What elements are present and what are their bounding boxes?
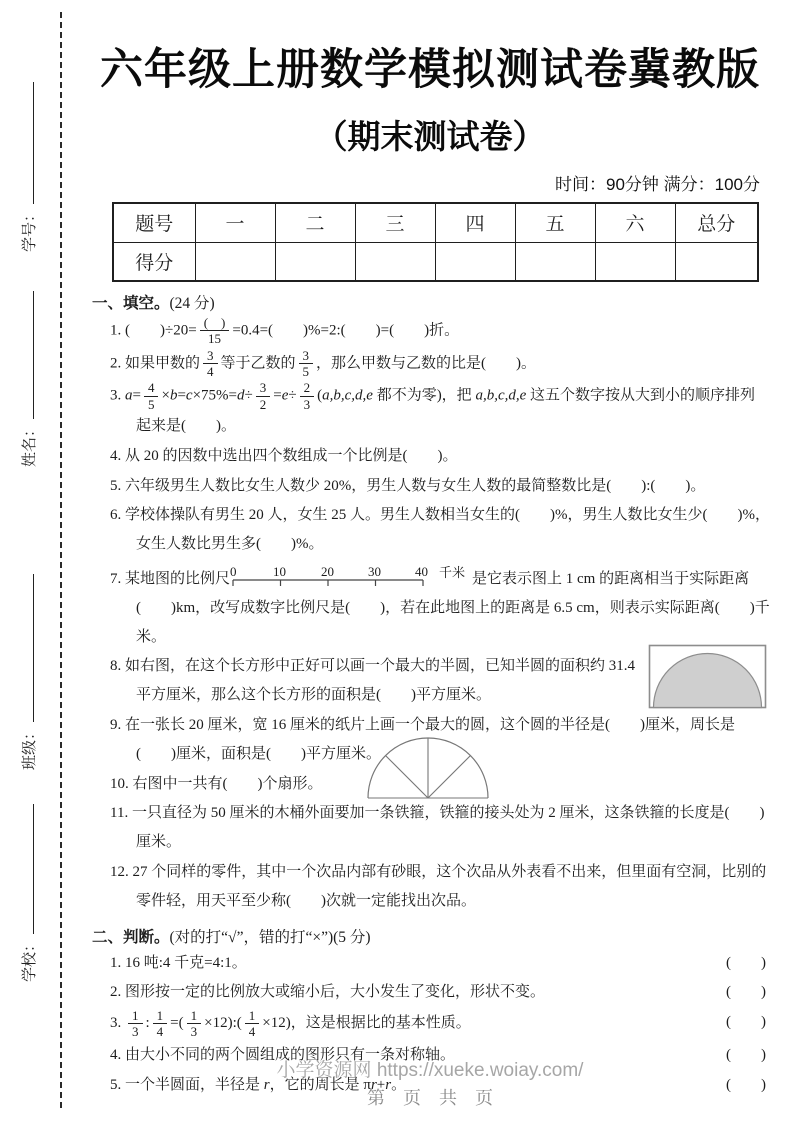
seal-field-name — [18, 291, 39, 467]
footer-page-label: 第 页 共 页 — [367, 1088, 493, 1108]
score-table — [112, 202, 759, 282]
seal-field-label: 学校： — [22, 936, 38, 982]
score-header-cell: 二 — [275, 203, 355, 242]
blank-line — [20, 574, 34, 722]
score-header-cell: 四 — [435, 203, 515, 242]
answer-blank: ( ) — [726, 984, 766, 1001]
page-footer — [90, 1055, 770, 1110]
score-header-cell: 三 — [355, 203, 435, 242]
seal-field-student-number — [18, 82, 39, 252]
score-row-label: 得分 — [113, 242, 195, 281]
score-header-cell: 六 — [595, 203, 675, 242]
fill-question-5: 5. 六年级男生人数比女生人数少 20%，男生人数与女生人数的最简整数比是( ):( )。 — [110, 477, 706, 494]
judge-question-1: ( ) 1. 16 吨:4 千克=4:1。 — [110, 949, 770, 978]
score-cell-empty — [675, 242, 758, 281]
judge-question-5: ( ) 5. 一个半圆面，半径是 r，它的周长是 πr+r。 — [110, 1071, 770, 1100]
blank-line — [20, 804, 34, 934]
blank-line — [20, 82, 34, 204]
fill-question-8: 8. 如右图，在这个长方形中正好可以画一个最大的半圆，已知半圆的面积约 31.4 平方厘米，那么这个长方形的面积是( )平方厘米。 — [110, 652, 770, 710]
judge-question-3: ( ) 3. $\frac{1}{3}$ : $\frac{1}{4}$ =( $\frac{1}{3}$ ×12):( $\frac{1}{4}$ ×12)，这是根据比的基本性质。 — [110, 1008, 766, 1040]
sector-fan-figure — [362, 736, 494, 800]
seal-field-label: 班级： — [22, 724, 38, 770]
fill-question-11: 11. 一只直径为 50 厘米的木桶外面要加一条铁箍，铁箍的接头处为 2 厘米，这条铁箍的长度是( )厘米。 — [110, 805, 765, 851]
answer-blank: ( ) — [726, 1046, 766, 1063]
fill-question-12: 12. 27 个同样的零件，其中一个次品内部有砂眼，这个次品从外表看不出来，但里面有空洞，比别的零件轻，用天平至少称( )次就一定能找出次品。 — [110, 863, 767, 909]
answer-blank: ( ) — [726, 954, 766, 971]
seal-field-label: 学号： — [22, 206, 38, 252]
fill-question-9: 9. 在一张长 20 厘米，宽 16 厘米的纸片上画一个最大的圆，这个圆的半径是( )厘米，周长是( )厘米，面积是( )平方厘米。 — [110, 716, 735, 762]
judge-question-2: ( ) 2. 图形按一定的比例放大或缩小后，大小发生了变化，形状不变。 — [110, 978, 770, 1007]
score-header-cell: 题号 — [113, 203, 195, 242]
score-cell-empty — [195, 242, 275, 281]
seal-field-school — [18, 804, 39, 982]
judge-question-4: ( ) 4. 由大小不同的两个圆组成的图形只有一条对称轴。 — [110, 1041, 770, 1070]
page-title: 六年级上册数学模拟测试卷冀教版 — [100, 46, 760, 94]
fill-question-2: 2. 如果甲数的 $\frac{3}{4}$ 等于乙数的 $\frac{3}{5}$ ，那么甲数与乙数的比是( )。 — [110, 347, 537, 379]
fill-question-7: 7. 某地图的比例尺 0 10 20 30 40 千米 是它表示图上 1 cm 的距离相当于实际距离 ( )km，改写成数字比例尺是( )，若在此地图上的距离是 6.5 cm，则表示实际距离( )千米。 — [110, 560, 770, 651]
exam-time-score-info: 时间：90分钟 满分：100分 — [555, 175, 760, 194]
fill-question-1: 1. ( )÷20= $\frac{( )}{15}$ =0.4=( )%=2:( )=( )折。 — [110, 315, 460, 347]
footer-site-link: 小学资源网 https://xueke.woiay.com/ — [276, 1060, 584, 1081]
score-cell-empty — [355, 242, 435, 281]
score-header-cell: 总分 — [675, 203, 758, 242]
score-cell-empty — [275, 242, 355, 281]
dashed-cut-line — [60, 12, 62, 1108]
scale-line — [232, 579, 426, 587]
score-header-cell: 一 — [195, 203, 275, 242]
section-judge-heading: 二、判断。(对的打“√”，错的打“×”)(5 分) — [92, 928, 371, 946]
blank-line — [20, 291, 34, 419]
page-subtitle: （期末测试卷） — [314, 118, 546, 155]
seal-field-class — [18, 574, 39, 770]
fill-question-6: 6. 学校体操队有男生 20 人，女生 25 人。男生人数相当女生的( )%，男生人数比女生少( )%，女生人数比男生多( )%。 — [110, 507, 770, 553]
fill-question-4: 4. 从 20 的因数中选出四个数组成一个比例是( )。 — [110, 447, 458, 464]
seal-field-label: 姓名： — [22, 421, 38, 467]
score-header-cell: 五 — [515, 203, 595, 242]
semicircle-in-rectangle-figure — [648, 644, 768, 710]
map-scale-ruler: 0 10 20 30 40 千米 — [232, 560, 470, 592]
answer-blank: ( ) — [726, 1076, 766, 1093]
exam-content — [90, 16, 770, 1100]
score-table-header-row — [113, 203, 758, 242]
answer-blank: ( ) — [726, 1014, 766, 1031]
score-cell-empty — [515, 242, 595, 281]
fill-question-10: 10. 右图中一共有( )个扇形。 — [110, 770, 770, 799]
fill-question-3: 3. a= $\frac{4}{5}$ ×b=c×75%=d÷ $\frac{3}{2}$ =e÷ $\frac{2}{3}$ (a,b,c,d,e 都不为零)，把 a,b,c,d,e 这五个数字按从大到小的顺序排列起来是( )。 — [110, 380, 756, 434]
score-cell-empty — [435, 242, 515, 281]
score-table-score-row — [113, 242, 758, 281]
score-cell-empty — [595, 242, 675, 281]
section-fill-heading: 一、填空。(24 分) — [92, 295, 215, 312]
